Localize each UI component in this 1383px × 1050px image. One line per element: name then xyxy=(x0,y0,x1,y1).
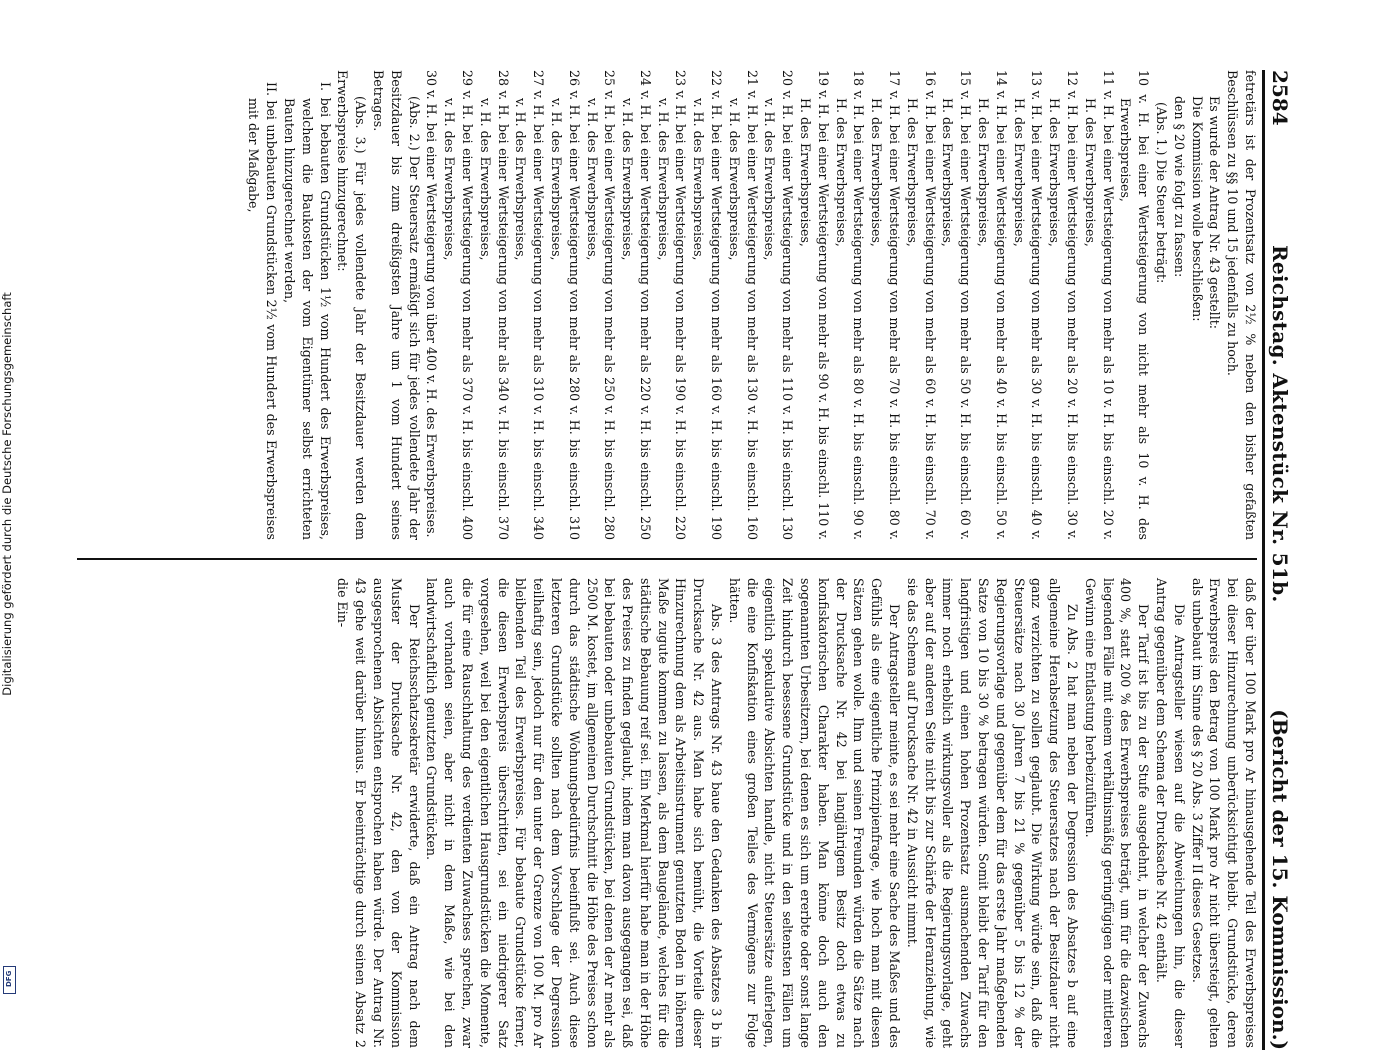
header-section: (Bericht der 15. Kommission.) xyxy=(1268,709,1292,1050)
text-paragraph: Der Tarif ist bis zu der Stufe ausgedehnt, in welcher der Zuwachs 400 %, statt 200 % des Erwerbspreises beträgt, um für die dazwischen liegenden Fälle mit einem verhältnismäßig geringfügigen oder mittleren Gewinn eine Entlastung herbeizuführen. xyxy=(1082,578,1152,1048)
right-column xyxy=(334,578,1259,1048)
tax-rate-entry: 24 v. H. bei einer Wertsteigerung von mehr als 220 v. H. bis einschl. 250 v. H. des Erwerbspreises, xyxy=(620,70,653,540)
tax-rate-entry: 13 v. H. bei einer Wertsteigerung von mehr als 30 v. H. bis einschl. 40 v. H. des Erwerbspreises, xyxy=(1011,70,1045,540)
tax-rate-entry: 14 v. H. bei einer Wertsteigerung von mehr als 40 v. H. bis einschl. 50 v. H. des Erwerbspreises, xyxy=(976,70,1009,540)
text-paragraph: (Abs. 3.) Für jedes vollendete Jahr der Besitzdauer werden dem Erwerbspreise hinzugerechnet: xyxy=(335,70,369,540)
tax-rate-entry: 22 v. H. bei einer Wertsteigerung von mehr als 160 v. H. bis einschl. 190 v. H. des Erwerbspreises, xyxy=(691,70,725,540)
tax-rate-entry: 28 v. H. bei einer Wertsteigerung von mehr als 340 v. H. bis einschl. 370 v. H. des Erwerbspreises, xyxy=(477,70,511,540)
header-rule xyxy=(1262,70,1265,1050)
tax-rate-entry: 29 v. H. bei einer Wertsteigerung von mehr als 370 v. H. bis einschl. 400 v. H. des Erwerbspreises, xyxy=(442,70,475,540)
tax-rate-entry: 25 v. H. bei einer Wertsteigerung von mehr als 250 v. H. bis einschl. 280 v. H. des Erwerbspreises, xyxy=(584,70,618,540)
tax-rate-entry: 18 v. H. bei einer Wertsteigerung von mehr als 80 v. H. bis einschl. 90 v. H. des Erwerbspreises, xyxy=(833,70,867,540)
tax-rate-entry: 10 v. H. bei einer Wertsteigerung von nicht mehr als 10 v. H. des Erwerbspreises, xyxy=(1118,70,1152,540)
text-paragraph: I. bei bebauten Grundstücken 1½ vom Hundert des Erwerbspreises, welchem die Baukosten der vom Eigentümer selbst errichteten Bauten hinzugerechnet werden, xyxy=(281,82,333,540)
tax-rate-entry: 30 v. H. bei einer Wertsteigerung von über 400 v. H. des Erwerbspreises. xyxy=(424,70,440,538)
text-paragraph: (Abs. 2.) Der Steuersatz ermäßigt sich für jedes vollendete Jahr der Besitzdauer bis zum dreißigsten Jahre um 1 vom Hundert seines Betrages. xyxy=(370,70,422,540)
dfg-logo-text: DFG xyxy=(5,970,13,987)
text-paragraph: den § 20 wie folgt zu fassen: xyxy=(1171,96,1187,278)
text-paragraph: Die Antragsteller wiesen auf die Abweichungen hin, die dieser Antrag gegenüber dem Schema der Drucksache Nr. 42 enthält. xyxy=(1154,578,1187,1048)
tax-rate-entry: 15 v. H. bei einer Wertsteigerung von mehr als 50 v. H. bis einschl. 60 v. H. des Erwerbspreises, xyxy=(940,70,974,540)
text-paragraph: Es wurde der Antrag Nr. 43 gestellt: xyxy=(1207,96,1223,330)
text-paragraph: Abs. 3 des Antrags Nr. 43 baue den Gedanken des Absatzes 3 b in Drucksache Nr. 42 aus. Man habe sich bemüht, die Vorteile dieser Hinzurechnung dem als Arbeitsinstrument genutzten Boden in höherem Maße zugute kommen zu lassen, als dem Baugelände, welches für die städtische Bebauung reif sei. Ein Merkmal hierfür habe man in der Höhe des Preises zu finden geglaubt, indem man davon ausgegangen sei, daß bei bebauten oder unbebauten Grundstücken, bei denen der Ar mehr als 2500 M. kostet, im allgemeinen Durchschnitt die Höhe des Preises schon durch das städtische Wohnungsbedürfnis beeinflußt sei. Auch diese letzteren Grundstücke sollten nach dem Vorschlage der Degression teilhaftig sein, jedoch nur für den unter der Grenze von 100 M. pro Ar bleibenden Teil des Erwerbspreises. Für bebaute Grundstücke ferner, die diesen Erwerbspreis überschritten, sei ein niedrigerer Satz vorgesehen, weil bei den eigentlichen Hausgrundstücken die Momente, die für eine Rauschhaltung des verdienten Zuwachses sprechen, zwar auch vorhanden seien, aber nicht in dem Maße, wie bei den landwirtschaftlich genutzten Grundstücken. xyxy=(424,578,725,1048)
header-title: Reichstag. Aktenstück Nr. 51b. xyxy=(1268,245,1292,603)
text-paragraph: Die Kommission wolle beschließen: xyxy=(1189,96,1205,322)
tax-rate-entry: 26 v. H. bei einer Wertsteigerung von mehr als 280 v. H. bis einschl. 310 v. H. des Erwerbspreises, xyxy=(548,70,582,540)
page-header xyxy=(1265,70,1295,1050)
left-column xyxy=(245,70,1259,540)
tax-rate-entry: 17 v. H. bei einer Wertsteigerung von mehr als 70 v. H. bis einschl. 80 v. H. des Erwerbspreises, xyxy=(869,70,903,540)
tax-rate-entry: 27 v. H. bei einer Wertsteigerung von mehr als 310 v. H. bis einschl. 340 v. H. des Erwerbspreises, xyxy=(513,70,547,540)
tax-rate-entry: 12 v. H. bei einer Wertsteigerung von mehr als 20 v. H. bis einschl. 30 v. H. des Erwerbspreises, xyxy=(1047,70,1081,540)
digitization-credit: Digitalisierung gefördert durch die Deutsche Forschungsgemeinschaft xyxy=(0,292,14,696)
tax-rate-entry: 21 v. H. bei einer Wertsteigerung von mehr als 130 v. H. bis einschl. 160 v. H. des Erwerbspreises, xyxy=(726,70,760,540)
text-paragraph: fetretärs ist der Prozentsatz von 2½ % neben den bisher gefaßten Beschlüssen zu §§ 10 und 15 jedenfalls zu hoch. xyxy=(1225,70,1258,540)
text-paragraph: daß der über 100 Mark pro Ar hinausgehende Teil des Erwerbspreises bei dieser Hinzurechnung unberücksichtigt bleibt. Grundstücke, deren Erwerbspreis den Betrag von 100 Mark pro Ar nicht übersteigt, gelten als unbebaut im Sinne des § 20 Abs. 3 Ziffer II dieses Gesetzes. xyxy=(1189,578,1258,1048)
tax-rate-entry: 23 v. H. bei einer Wertsteigerung von mehr als 190 v. H. bis einschl. 220 v. H. des Erwerbspreises, xyxy=(655,70,689,540)
page-number: 2584 xyxy=(1268,70,1292,126)
dfg-logo xyxy=(3,966,16,994)
column-divider xyxy=(77,558,1257,560)
tax-rate-entry: 11 v. H. bei einer Wertsteigerung von mehr als 10 v. H. bis einschl. 20 v. H. des Erwerbspreises, xyxy=(1082,70,1116,540)
rotated-document-page xyxy=(0,70,1295,1050)
tax-rate-entry: 19 v. H. bei einer Wertsteigerung von mehr als 90 v. H. bis einschl. 110 v. H. des Erwerbspreises, xyxy=(798,70,831,540)
tax-rate-entry: 20 v. H. bei einer Wertsteigerung von mehr als 110 v. H. bis einschl. 130 v. H. des Erwerbspreises, xyxy=(762,70,796,540)
text-paragraph: Zu Abs. 2 hat man neben der Degression des Absatzes b auf eine allgemeine Herabsetzung des Steuersatzes nach der Besitzdauer nicht ganz verzichten zu sollen geglaubt. Die Wirkung würde sein, daß die Steuersätze nach 30 Jahren 7 bis 21 % gegenüber 5 bis 12 % der Regierungsvorlage und gegenüber dem für das erste Jahr maßgebenden Satze von 10 bis 30 % betragen würden. Somit bleibt der Tarif für den langfristigen und einen hohen Prozentsatz ausmachenden Zuwachs immer noch erheblich wirkungsvoller als die Regierungsvorlage, geht aber auf der anderen Seite nicht bis zur Schärfe der Heranziehung, wie sie das Schema auf Drucksache Nr. 42 in Aussicht nimmt. xyxy=(904,578,1081,1048)
text-paragraph: II. bei unbebauten Grundstücken 2½ vom Hundert des Erwerbspreises mit der Maßgabe, xyxy=(246,82,280,540)
tax-rate-entry: 16 v. H. bei einer Wertsteigerung von mehr als 60 v. H. bis einschl. 70 v. H. des Erwerbspreises, xyxy=(904,70,938,540)
text-paragraph: (Abs. 1.) Die Steuer beträgt: xyxy=(1154,102,1170,284)
text-paragraph: Der Reichsschatzsekretär erwiderte, daß ein Antrag nach dem Muster der Drucksache Nr. 42, den von der Kommission ausgesprochenen Absichten entsprochen haben würde. Der Antrag Nr. 43 gehe weit darüber hinaus. Er beeinträchtige durch seinen Absatz 2 die Ein- xyxy=(335,578,422,1048)
text-paragraph: Der Antragsteller meinte, es sei mehr eine Sache des Maßes und des Gefühls als eine eigentliche Prinzipienfrage, wie hoch man mit diesen Sätzen gehen wolle. Ihm und seinen Freunden würden die Sätze nach der Drucksache Nr. 42 bei langjährigem Besitz doch etwas zu konfiskatorischen Charakter haben. Man könne doch auch den sogenannten Urbesitzern, bei denen es sich um ererbte oder sonst lange Zeit hindurch besessene Grundstücke und in den seltensten Fällen um eigentlich spekulative Absichten handle, nicht Steuersätze auferlegen, die eine Konfiskation eines großen Teiles des Vermögens zur Folge hätten. xyxy=(726,578,903,1048)
